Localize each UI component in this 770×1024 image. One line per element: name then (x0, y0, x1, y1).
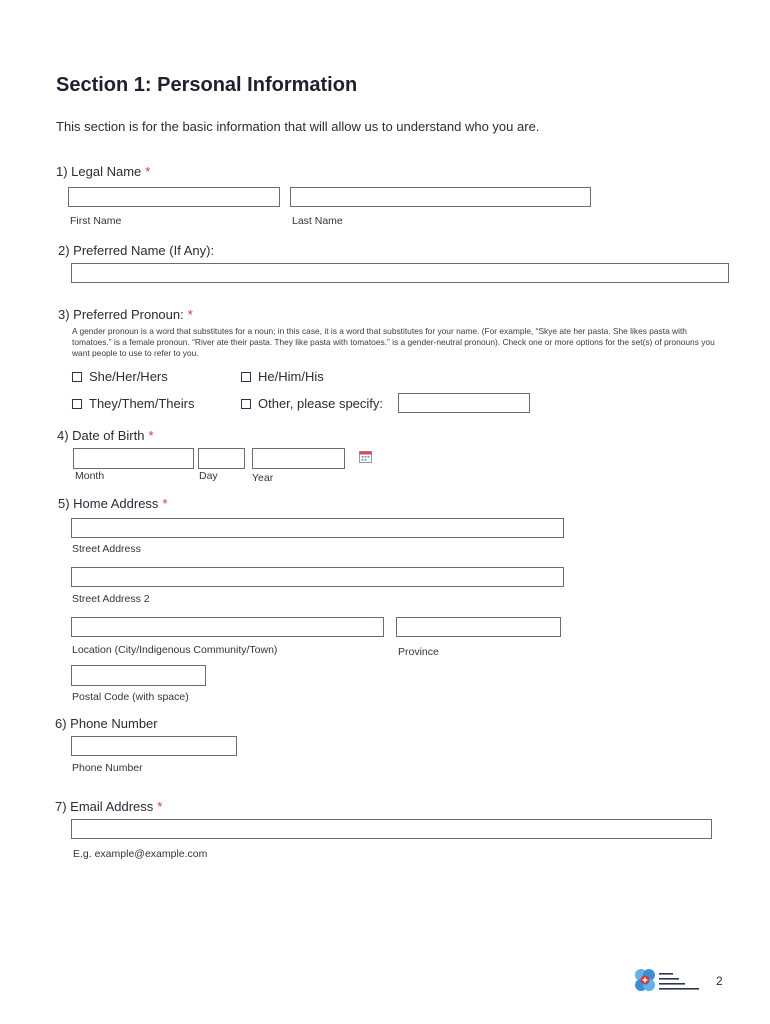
preferred-name-label: 2) Preferred Name (If Any): (58, 243, 215, 258)
checkbox-other[interactable] (241, 399, 251, 409)
pronoun-option-he[interactable] (241, 369, 324, 384)
legal-name-label-text: 1) Legal Name (56, 164, 142, 179)
section-title: Section 1: Personal Information (56, 74, 358, 96)
province-caption: Province (398, 646, 439, 658)
email-address-label (55, 799, 162, 814)
preferred-pronoun-label-text: 3) Preferred Pronoun: (58, 307, 184, 322)
dob-day-input[interactable] (198, 448, 245, 469)
last-name-caption: Last Name (292, 215, 343, 227)
pronoun-option-she[interactable] (72, 369, 168, 384)
email-address-label-text: 7) Email Address (55, 799, 154, 814)
required-marker: * (162, 496, 168, 511)
pronoun-option-they-label: They/Them/Theirs (89, 396, 195, 411)
required-marker: * (157, 799, 163, 814)
street-address-2-caption: Street Address 2 (72, 593, 150, 605)
pronoun-option-other-label: Other, please specify: (258, 396, 384, 411)
required-marker: * (145, 164, 151, 179)
checkbox-they[interactable] (72, 399, 82, 409)
pronoun-option-she-label: She/Her/Hers (89, 369, 168, 384)
preferred-name-input[interactable] (71, 263, 729, 283)
calendar-icon[interactable] (359, 451, 372, 463)
section-intro: This section is for the basic information that will allow us to understand who you are. (56, 119, 540, 134)
first-name-caption: First Name (70, 215, 122, 227)
postal-code-input[interactable] (71, 665, 206, 686)
pronoun-option-they[interactable] (72, 396, 194, 411)
phone-number-input[interactable] (71, 736, 237, 756)
required-marker: * (148, 428, 154, 443)
location-input[interactable] (71, 617, 384, 637)
checkbox-he[interactable] (241, 372, 251, 382)
province-input[interactable] (396, 617, 561, 637)
pronoun-other-input[interactable] (398, 393, 530, 413)
home-address-label-text: 5) Home Address (58, 496, 159, 511)
location-caption: Location (City/Indigenous Community/Town) (72, 644, 278, 656)
legal-name-label (56, 164, 150, 179)
street-address-input[interactable] (71, 518, 564, 538)
dob-year-caption: Year (252, 472, 274, 484)
phone-number-caption: Phone Number (72, 762, 143, 774)
postal-code-caption: Postal Code (with space) (72, 691, 189, 703)
pronoun-option-other[interactable] (241, 396, 383, 411)
checkbox-she[interactable] (72, 372, 82, 382)
last-name-input[interactable] (290, 187, 591, 207)
street-address-2-input[interactable] (71, 567, 564, 587)
email-address-input[interactable] (71, 819, 712, 839)
home-address-label (58, 496, 168, 511)
street-address-caption: Street Address (72, 543, 141, 555)
dob-month-caption: Month (75, 470, 105, 482)
pronoun-description: A gender pronoun is a word that substitutes for a noun; in this case, it is a word that substitutes for your name. (For example, “Skye ate her pasta. She likes pasta with tomatoes.” is a female pronoun. “River ate their pasta. They like pasta with tomatoes.” is a gender-neutral pronoun). Check one or more options for the set(s) of pronouns you want people to use to refer to you. (72, 326, 715, 358)
page-number: 2 (716, 974, 723, 988)
dob-day-caption: Day (199, 470, 218, 482)
required-marker: * (187, 307, 193, 322)
preferred-pronoun-label (58, 307, 193, 322)
dob-month-input[interactable] (73, 448, 194, 469)
phone-number-label: 6) Phone Number (55, 716, 158, 731)
dob-year-input[interactable] (252, 448, 345, 469)
pronoun-option-he-label: He/Him/His (258, 369, 324, 384)
first-name-input[interactable] (68, 187, 280, 207)
date-of-birth-label (57, 428, 154, 443)
email-address-caption: E.g. example@example.com (73, 848, 208, 860)
organization-logo (632, 966, 704, 996)
date-of-birth-label-text: 4) Date of Birth (57, 428, 145, 443)
